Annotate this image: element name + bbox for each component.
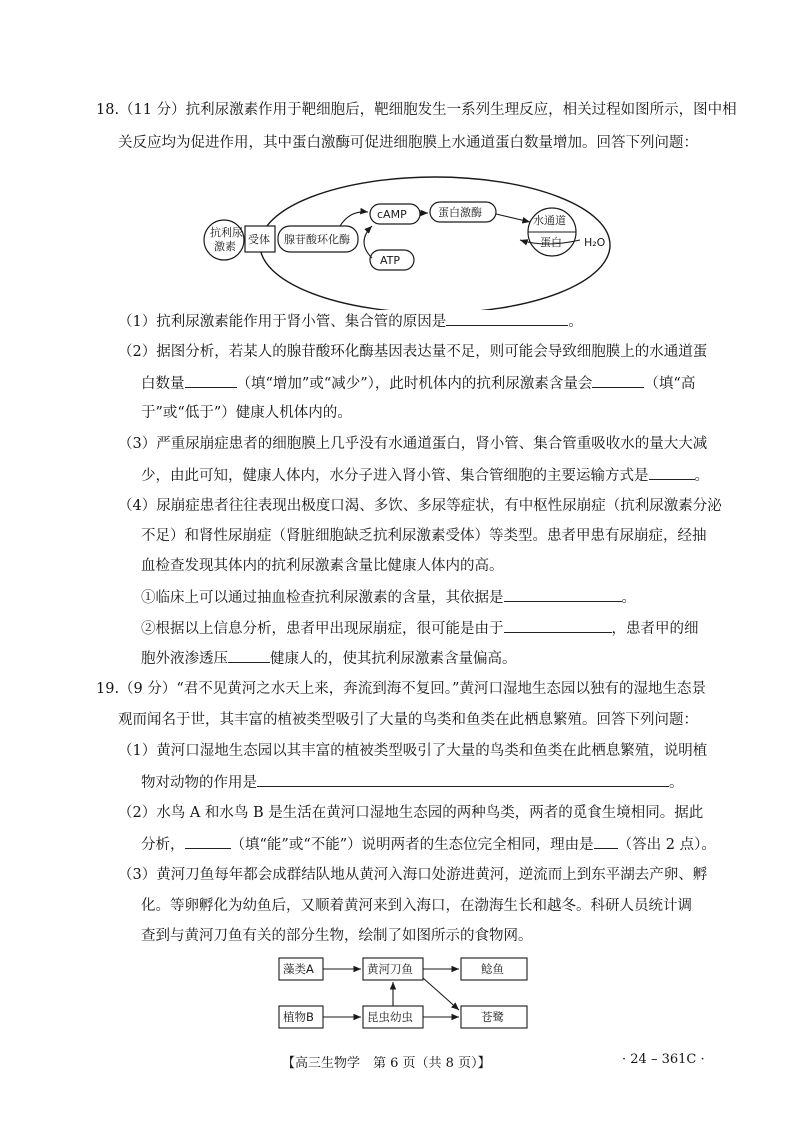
q19-p2-line2 xyxy=(141,834,716,855)
q19-intro-line1: 19.（9 分）“君不见黄河之水天上来，奔流到海不复回。”黄河口湿地生态园以独有的湿地生态景 xyxy=(96,681,706,697)
q18-intro-line2: 关反应均为促进作用，其中蛋白激酶可促进细胞膜上水通道蛋白数量增加。回答下列问题： xyxy=(118,135,698,151)
arrow-enzyme-to-camp xyxy=(340,212,368,226)
q18-p4-sub2 xyxy=(141,618,699,639)
q18-intro-line1: 18.（11 分）抗利尿激素作用于靶细胞后，靶细胞发生一系列生理反应，相关过程如图所示，图中相 xyxy=(96,102,737,118)
q19-p1-line1: （1）黄河口湿地生态园以其丰富的植被类型吸引了大量的鸟类和鱼类在此栖息繁殖，说明植 xyxy=(118,743,708,759)
q18-p2-line2-b: （填“增加”或“减少”），此时机体内的抗利尿激素含量会 xyxy=(236,376,593,392)
q18-p1-blank[interactable] xyxy=(446,311,568,326)
q18-diagram xyxy=(200,160,630,310)
q19-p3-line2: 化。等卵孵化为幼鱼后，又顺着黄河来到入海口，在渤海生长和越冬。科研人员统计调 xyxy=(141,898,692,914)
atp-label: ATP xyxy=(380,254,401,267)
q18-p4-sub1-end: 。 xyxy=(621,590,636,606)
q18-p4-sub2-line2-b: 健康人的，使其抗利尿激素含量偏高。 xyxy=(270,651,517,667)
q19-p1-line2-a: 物对动物的作用是 xyxy=(141,775,257,791)
q18-p2-blank1[interactable] xyxy=(185,373,237,388)
q18-p4-sub2-blank2[interactable] xyxy=(228,648,270,663)
arrow-knifefish-to-heron xyxy=(423,978,459,1010)
q19-p2-line2-c: （答出 2 点）。 xyxy=(617,837,716,853)
q19-p1-blank[interactable] xyxy=(257,772,669,787)
q19-p1-line2 xyxy=(141,772,684,793)
q18-p2-line2-c: （填“高 xyxy=(644,376,696,392)
q18-p4-sub1-blank[interactable] xyxy=(504,587,622,602)
q18-p4-sub2-end: ，患者甲的细 xyxy=(611,621,699,637)
q18-p3-line2-b: 。 xyxy=(694,468,709,484)
catfish-label: 鲶鱼 xyxy=(481,962,504,976)
channel-label-line1: 水通道 xyxy=(533,214,566,227)
kinase-label: 蛋白激酶 xyxy=(438,206,482,219)
q19-p3-line1: （3）黄河刀鱼每年都会成群结队地从黄河入海口处游进黄河，逆流而上到东平湖去产卵、孵 xyxy=(118,867,708,883)
enzyme-label: 腺苷酸环化酶 xyxy=(284,233,350,246)
page-footer-code: · 24 – 361C · xyxy=(622,1052,705,1067)
heron-label: 苍鹭 xyxy=(481,1010,504,1024)
q19-p1-line2-b: 。 xyxy=(669,775,684,791)
page-footer-title: 【高三生物学 第 6 页（共 8 页）】 xyxy=(282,1056,491,1071)
q18-p2-line2 xyxy=(141,373,695,394)
q18-p2-line1: （2）据图分析，若某人的腺苷酸环化酶基因表达量不足，则可能会导致细胞膜上的水通道蛋 xyxy=(118,344,708,360)
q19-p3-line3: 查到与黄河刀鱼有关的部分生物，绘制了如图所示的食物网。 xyxy=(141,928,533,944)
algae-label: 藻类A xyxy=(283,962,314,976)
channel-label-line2: 蛋白 xyxy=(540,236,562,249)
q19-p2-line1: （2）水鸟 A 和水鸟 B 是生活在黄河口湿地生态园的两种鸟类，两者的觅食生境相同。据此 xyxy=(118,805,704,821)
q18-p1-end: 。 xyxy=(568,314,583,330)
q18-p2-line3: 于”或“低于”）健康人机体内的。 xyxy=(141,405,352,421)
q18-p4-line1: （4）尿崩症患者往往表现出极度口渴、多饮、多尿等症状，有中枢性尿崩症（抗利尿激素分泌 xyxy=(118,498,722,514)
food-web-diagram xyxy=(275,950,575,1050)
arrow-atp-to-camp xyxy=(364,226,372,258)
q18-p4-sub1-text: ①临床上可以通过抽血检查抗利尿激素的含量，其依据是 xyxy=(141,590,504,606)
q18-p4-sub2-text: ②根据以上信息分析，患者甲出现尿崩症，很可能是由于 xyxy=(141,621,504,637)
hormone-label-line2: 激素 xyxy=(214,240,236,253)
hormone-label-line1: 抗利尿 xyxy=(210,226,243,239)
q18-p4-sub1 xyxy=(141,587,636,608)
q19-p2-line2-a: 分析， xyxy=(141,837,185,853)
arrow-kinase-to-channel xyxy=(496,214,530,222)
q18-p1-text: （1）抗利尿激素能作用于肾小管、集合管的原因是 xyxy=(118,314,447,330)
q18-p4-sub2-blank1[interactable] xyxy=(504,618,612,633)
q19-p2-blank2[interactable] xyxy=(594,834,618,849)
q18-p4-sub2-line2-a: 胞外液渗透压 xyxy=(141,651,228,667)
q18-p1 xyxy=(118,311,583,332)
q18-p4-line2: 不足）和肾性尿崩症（肾脏细胞缺乏抗利尿激素受体）等类型。患者甲患有尿崩症，经抽 xyxy=(141,528,707,544)
q18-p3-blank[interactable] xyxy=(649,465,695,480)
knifefish-label: 黄河刀鱼 xyxy=(367,962,413,976)
q18-p4-line3: 血检查发现其体内的抗利尿激素含量比健康人体内的高。 xyxy=(141,558,504,574)
water-label: H₂O xyxy=(584,236,606,249)
receptor-label: 受体 xyxy=(248,233,270,246)
q18-p3-line2-a: 少，由此可知，健康人体内，水分子进入肾小管、集合管细胞的主要运输方式是 xyxy=(141,468,649,484)
q18-p3-line2 xyxy=(141,465,709,486)
q19-intro-line2: 观而闻名于世，其丰富的植被类型吸引了大量的鸟类和鱼类在此栖息繁殖。回答下列问题： xyxy=(118,712,698,728)
q18-p2-line2-a: 白数量 xyxy=(141,376,185,392)
q19-p2-blank1[interactable] xyxy=(185,834,231,849)
camp-label: cAMP xyxy=(377,208,407,221)
larvae-label: 昆虫幼虫 xyxy=(367,1010,413,1024)
plant-label: 植物B xyxy=(283,1010,314,1024)
q19-p2-line2-b: （填“能”或“不能”）说明两者的生态位完全相同，理由是 xyxy=(230,837,594,853)
q18-p4-sub2-line2 xyxy=(141,648,517,669)
q18-p2-blank2[interactable] xyxy=(592,373,644,388)
q18-p3-line1: （3）严重尿崩症患者的细胞膜上几乎没有水通道蛋白，肾小管、集合管重吸收水的量大大减 xyxy=(118,436,708,452)
